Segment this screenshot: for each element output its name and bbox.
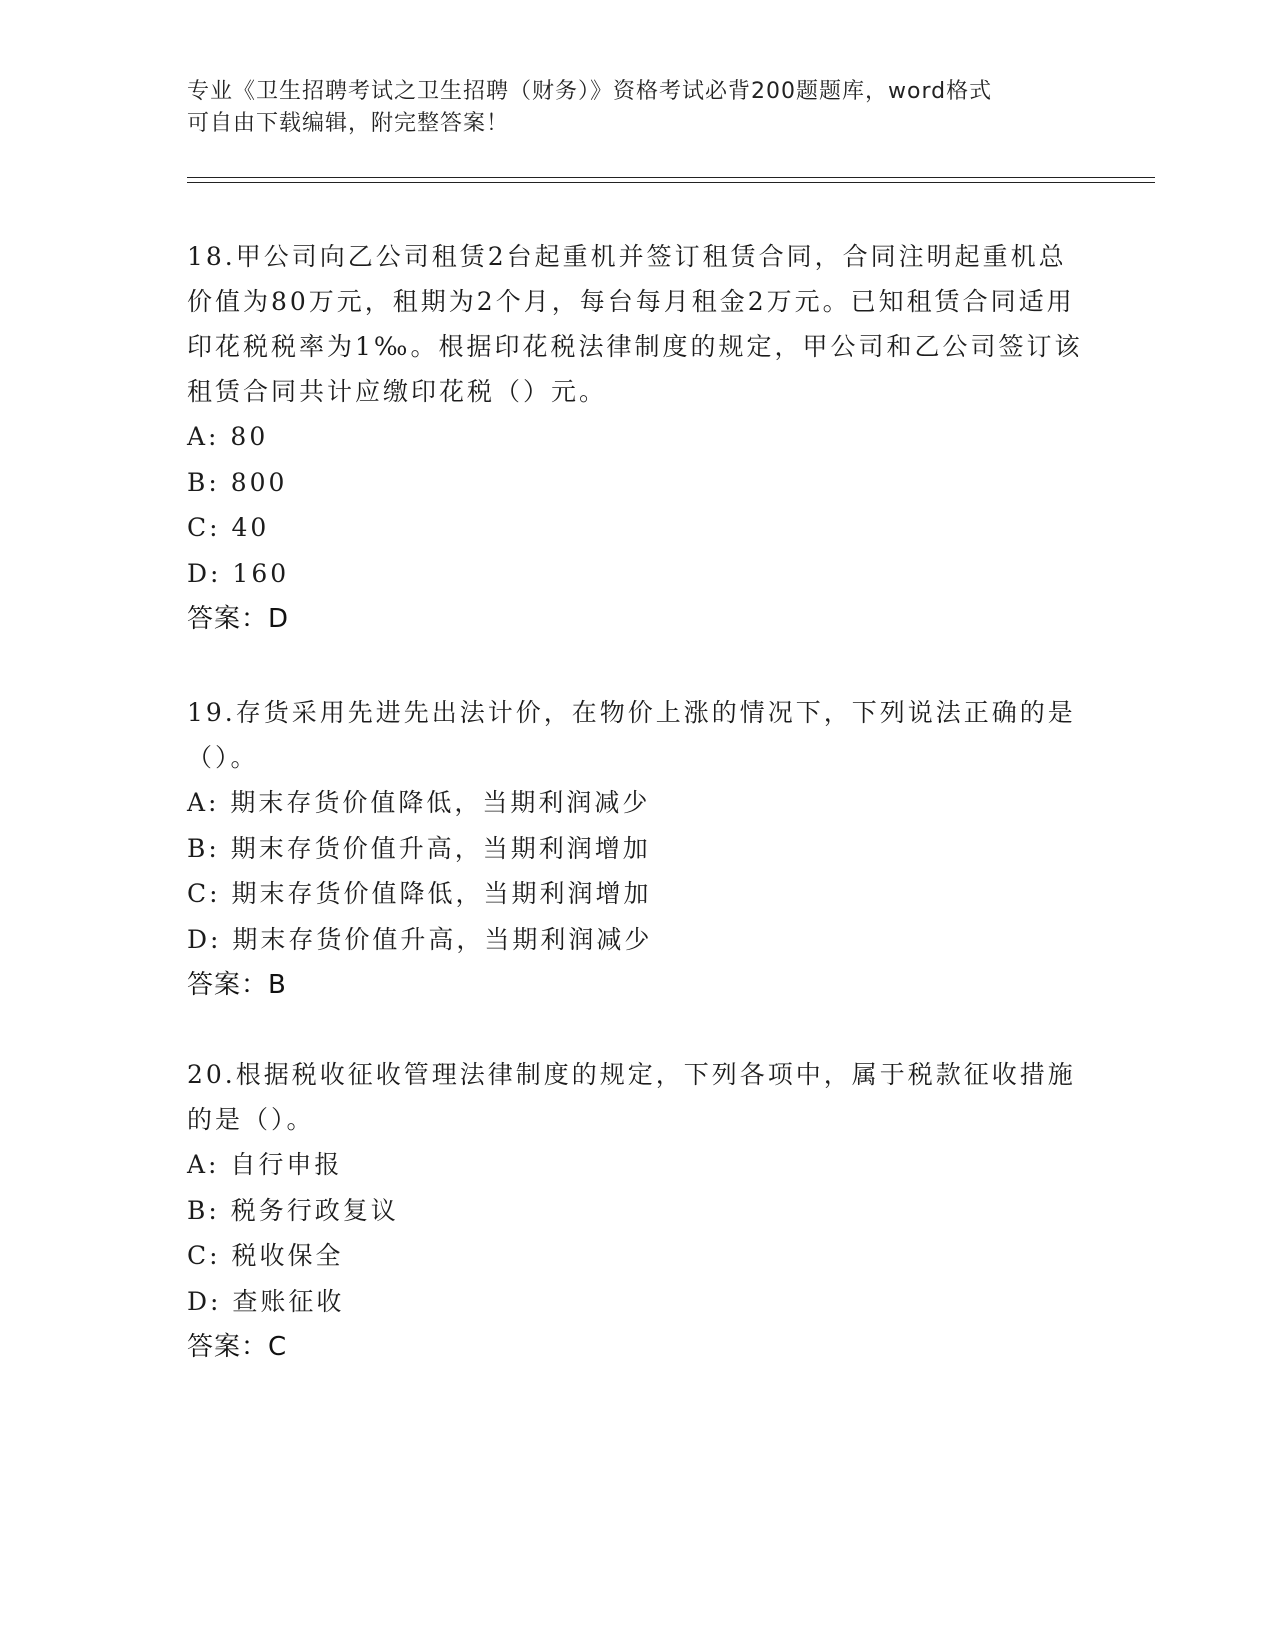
answer: 答案：D [187, 604, 290, 634]
question-text: 19.存货采用先进先出法计价，在物价上涨的情况下，下列说法正确的是（）。 [187, 698, 1076, 772]
header-line-2: 可自由下载编辑，附完整答案！ [187, 111, 510, 136]
option-b: B: 800 [187, 467, 288, 497]
option-c: C: 40 [187, 513, 270, 542]
option-c: C: 税收保全 [187, 1241, 344, 1270]
option-a: A: 期末存货价值降低，当期利润减少 [187, 788, 651, 817]
option-a: A: 80 [187, 422, 269, 451]
option-c: C: 期末存货价值降低，当期利润增加 [187, 879, 652, 908]
header-line-1: 专业《卫生招聘考试之卫生招聘（财务）》资格考试必背200题题库，word格式 [187, 79, 993, 104]
question-19 [187, 690, 1087, 1008]
question-18 [187, 234, 1087, 642]
question-text: 20.根据税收征收管理法律制度的规定，下列各项中，属于税款征收措施的是（）。 [187, 1060, 1076, 1134]
option-d: D: 查账征收 [187, 1286, 345, 1316]
header-divider-bottom [187, 182, 1155, 183]
question-20 [187, 1052, 1087, 1370]
question-text: 18.甲公司向乙公司租赁2台起重机并签订租赁合同，合同注明起重机总价值为80万元，租期为2个月，每台每月租金2万元。已知租赁合同适用印花税税率为1‰。根据印花税法律制度的规定，甲公司和乙公司签订该租赁合同共计应缴印花税（）元。 [187, 242, 1083, 406]
option-b: B: 税务行政复议 [187, 1195, 399, 1225]
header-divider-top [187, 177, 1155, 178]
option-d: D: 期末存货价值升高，当期利润减少 [187, 924, 653, 954]
option-d: D: 160 [187, 558, 290, 588]
answer: 答案：B [187, 970, 287, 1000]
answer: 答案：C [187, 1332, 288, 1362]
option-a: A: 自行申报 [187, 1150, 343, 1179]
document-header [187, 76, 1067, 140]
option-b: B: 期末存货价值升高，当期利润增加 [187, 833, 651, 863]
